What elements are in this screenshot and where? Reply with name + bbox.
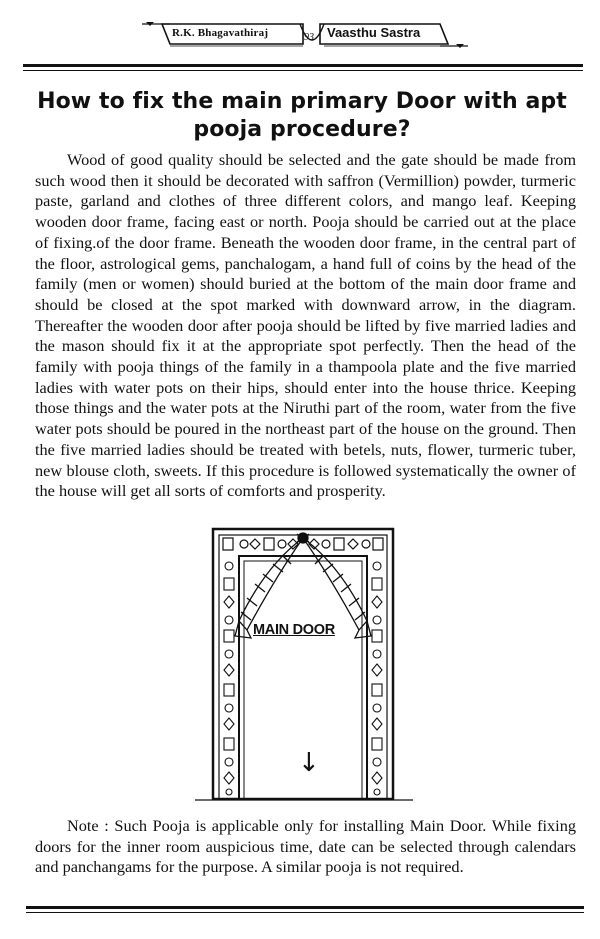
top-rule-thick xyxy=(23,64,583,67)
bottom-rule-thick xyxy=(26,906,584,909)
header-author: R.K. Bhagavathiraj xyxy=(172,27,269,39)
body-paragraph: Wood of good quality should be selected and the gate should be made from such wood then it should be decorated with saffron (Vermillion) powder, turmeric paste, garland and clothes of three different colors, and mango leaf. Keeping wooden door frame, facing east or north. Pooja should be carried out at the place of fixing.of the door frame. Beneath the wooden door frame, in the central part of the floor, astrological gems, panchalogam, a hand full of coins by the head of the family (men or women) should buried at the bottom of the main door frame and should be closed at the spot marked with downward arrow, in the diagram. Thereafter the wooden door after pooja should be lifted by five married ladies and the mason should fix it at the appropriate spot perfectly. Then the head of the family with pooja things of the family in a thampoola plate and the five married ladies with water pots on their hips, should enter into the house thrice. Keeping those things and the water pots at the Niruthi part of the room, water from the five water pots should be poured in the northeast part of the house on the ground. Then the five married ladies should be treated with betels, nuts, flower, turmeric tuber, new blouse cloth, sweets. If this procedure is followed systematically the owner of the house will get all sorts of comforts and prosperity. xyxy=(35,150,576,501)
note-paragraph: Note : Such Pooja is applicable only for installing Main Door. While fixing doors for the inner room auspicious time, date can be selected through calendars and panchangams for the purpose. A similar pooja is not required. xyxy=(35,816,576,877)
bottom-rule-thin xyxy=(26,912,584,913)
main-door-diagram xyxy=(195,526,413,816)
down-arrow-icon: ↓ xyxy=(298,748,320,778)
main-door-label: MAIN DOOR xyxy=(253,622,335,638)
top-rule-thin xyxy=(23,70,583,71)
page-number: 93 xyxy=(304,32,314,43)
page-title: How to fix the main primary Door with apt pooja procedure? xyxy=(37,89,567,142)
running-header xyxy=(140,16,470,60)
header-book-title: Vaasthu Sastra xyxy=(327,25,421,40)
